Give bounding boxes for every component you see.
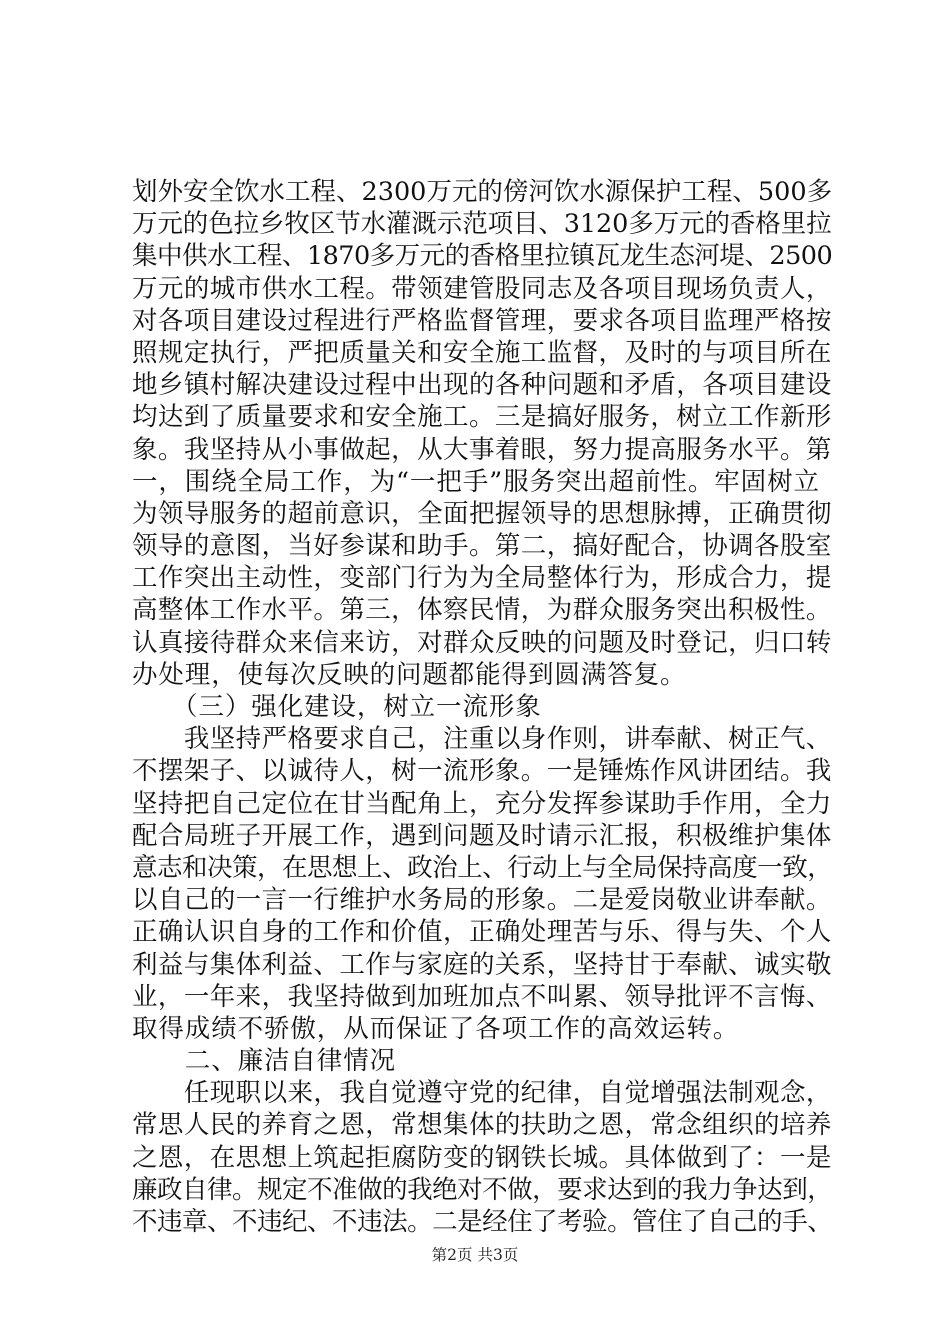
body-text xyxy=(132,176,832,1238)
text-line: 坚持把自己定位在甘当配角上，充分发挥参谋助手作用，全力 xyxy=(132,788,832,819)
text-line: 正确认识自身的工作和价值，正确处理苦与乐、得与失、个人 xyxy=(132,917,832,948)
text-line: （三）强化建设，树立一流形象 xyxy=(132,692,542,722)
text-line: 意志和决策，在思想上、政治上、行动上与全局保持高度一致， xyxy=(132,852,833,883)
text-line: 取得成绩不骄傲，从而保证了各项工作的高效运转。 xyxy=(132,1013,740,1044)
text-line: 领导的意图，当好参谋和助手。第二，搞好配合，协调各股室 xyxy=(132,531,832,562)
text-line: 集中供水工程、1870多万元的香格里拉镇瓦龙生态河堤、2500 xyxy=(132,241,833,272)
text-line: 之恩，在思想上筑起拒腐防变的钢铁长城。具体做到了：一是 xyxy=(132,1142,832,1173)
text-line: 业，一年来，我坚持做到加班加点不叫累、领导批评不言悔、 xyxy=(132,981,832,1012)
text-line: 地乡镇村解决建设过程中出现的各种问题和矛盾，各项目建设 xyxy=(132,370,832,401)
text-line: 廉政自律。规定不准做的我绝对不做，要求达到的我力争达到， xyxy=(132,1174,833,1205)
text-line: 不违章、不违纪、不违法。二是经住了考验。管住了自己的手、 xyxy=(132,1207,833,1237)
text-line: 办处理，使每次反映的问题都能得到圆满答复。 xyxy=(132,659,687,690)
text-line: 常思人民的养育之恩，常想集体的扶助之恩，常念组织的培养 xyxy=(132,1110,832,1141)
text-line: 配合局班子开展工作，遇到问题及时请示汇报，积极维护集体 xyxy=(132,820,832,851)
text-line: 我坚持严格要求自己，注重以身作则，讲奉献、树正气、 xyxy=(132,724,832,755)
text-line: 一，围绕全局工作，为“一把手”服务突出超前性。牢固树立 xyxy=(132,466,820,497)
text-line: 利益与集体利益、工作与家庭的关系，坚持甘于奉献、诚实敬 xyxy=(132,949,832,980)
text-line: 二、廉洁自律情况 xyxy=(132,1046,397,1077)
text-line: 任现职以来，我自觉遵守党的纪律，自觉增强法制观念， xyxy=(132,1078,832,1109)
page-footer: 第2页 共3页 xyxy=(431,1246,519,1264)
text-line: 对各项目建设过程进行严格监督管理，要求各项目监理严格按 xyxy=(132,305,832,336)
text-line: 高整体工作水平。第三，体察民情，为群众服务突出积极性。 xyxy=(132,595,832,626)
text-line: 照规定执行，严把质量关和安全施工监督，及时的与项目所在 xyxy=(132,337,832,368)
text-line: 不摆架子、以诚待人，树一流形象。一是锤炼作风讲团结。我 xyxy=(132,756,832,787)
text-line: 均达到了质量要求和安全施工。三是搞好服务，树立工作新形 xyxy=(132,402,832,433)
text-line: 万元的色拉乡牧区节水灌溉示范项目、3120多万元的香格里拉 xyxy=(132,209,832,240)
text-line: 划外安全饮水工程、2300万元的傍河饮水源保护工程、500多 xyxy=(132,177,833,207)
text-line: 以自己的一言一行维护水务局的形象。二是爱岗敬业讲奉献。 xyxy=(132,885,832,916)
text-line: 万元的城市供水工程。带领建管股同志及各项目现场负责人， xyxy=(132,273,832,304)
text-line: 象。我坚持从小事做起，从大事着眼，努力提高服务水平。第 xyxy=(132,434,832,465)
text-line: 认真接待群众来信来访，对群众反映的问题及时登记，归口转 xyxy=(132,627,832,658)
text-line: 工作突出主动性，变部门行为为全局整体行为，形成合力，提 xyxy=(132,563,832,594)
text-line: 为领导服务的超前意识，全面把握领导的思想脉搏，正确贯彻 xyxy=(132,498,832,529)
